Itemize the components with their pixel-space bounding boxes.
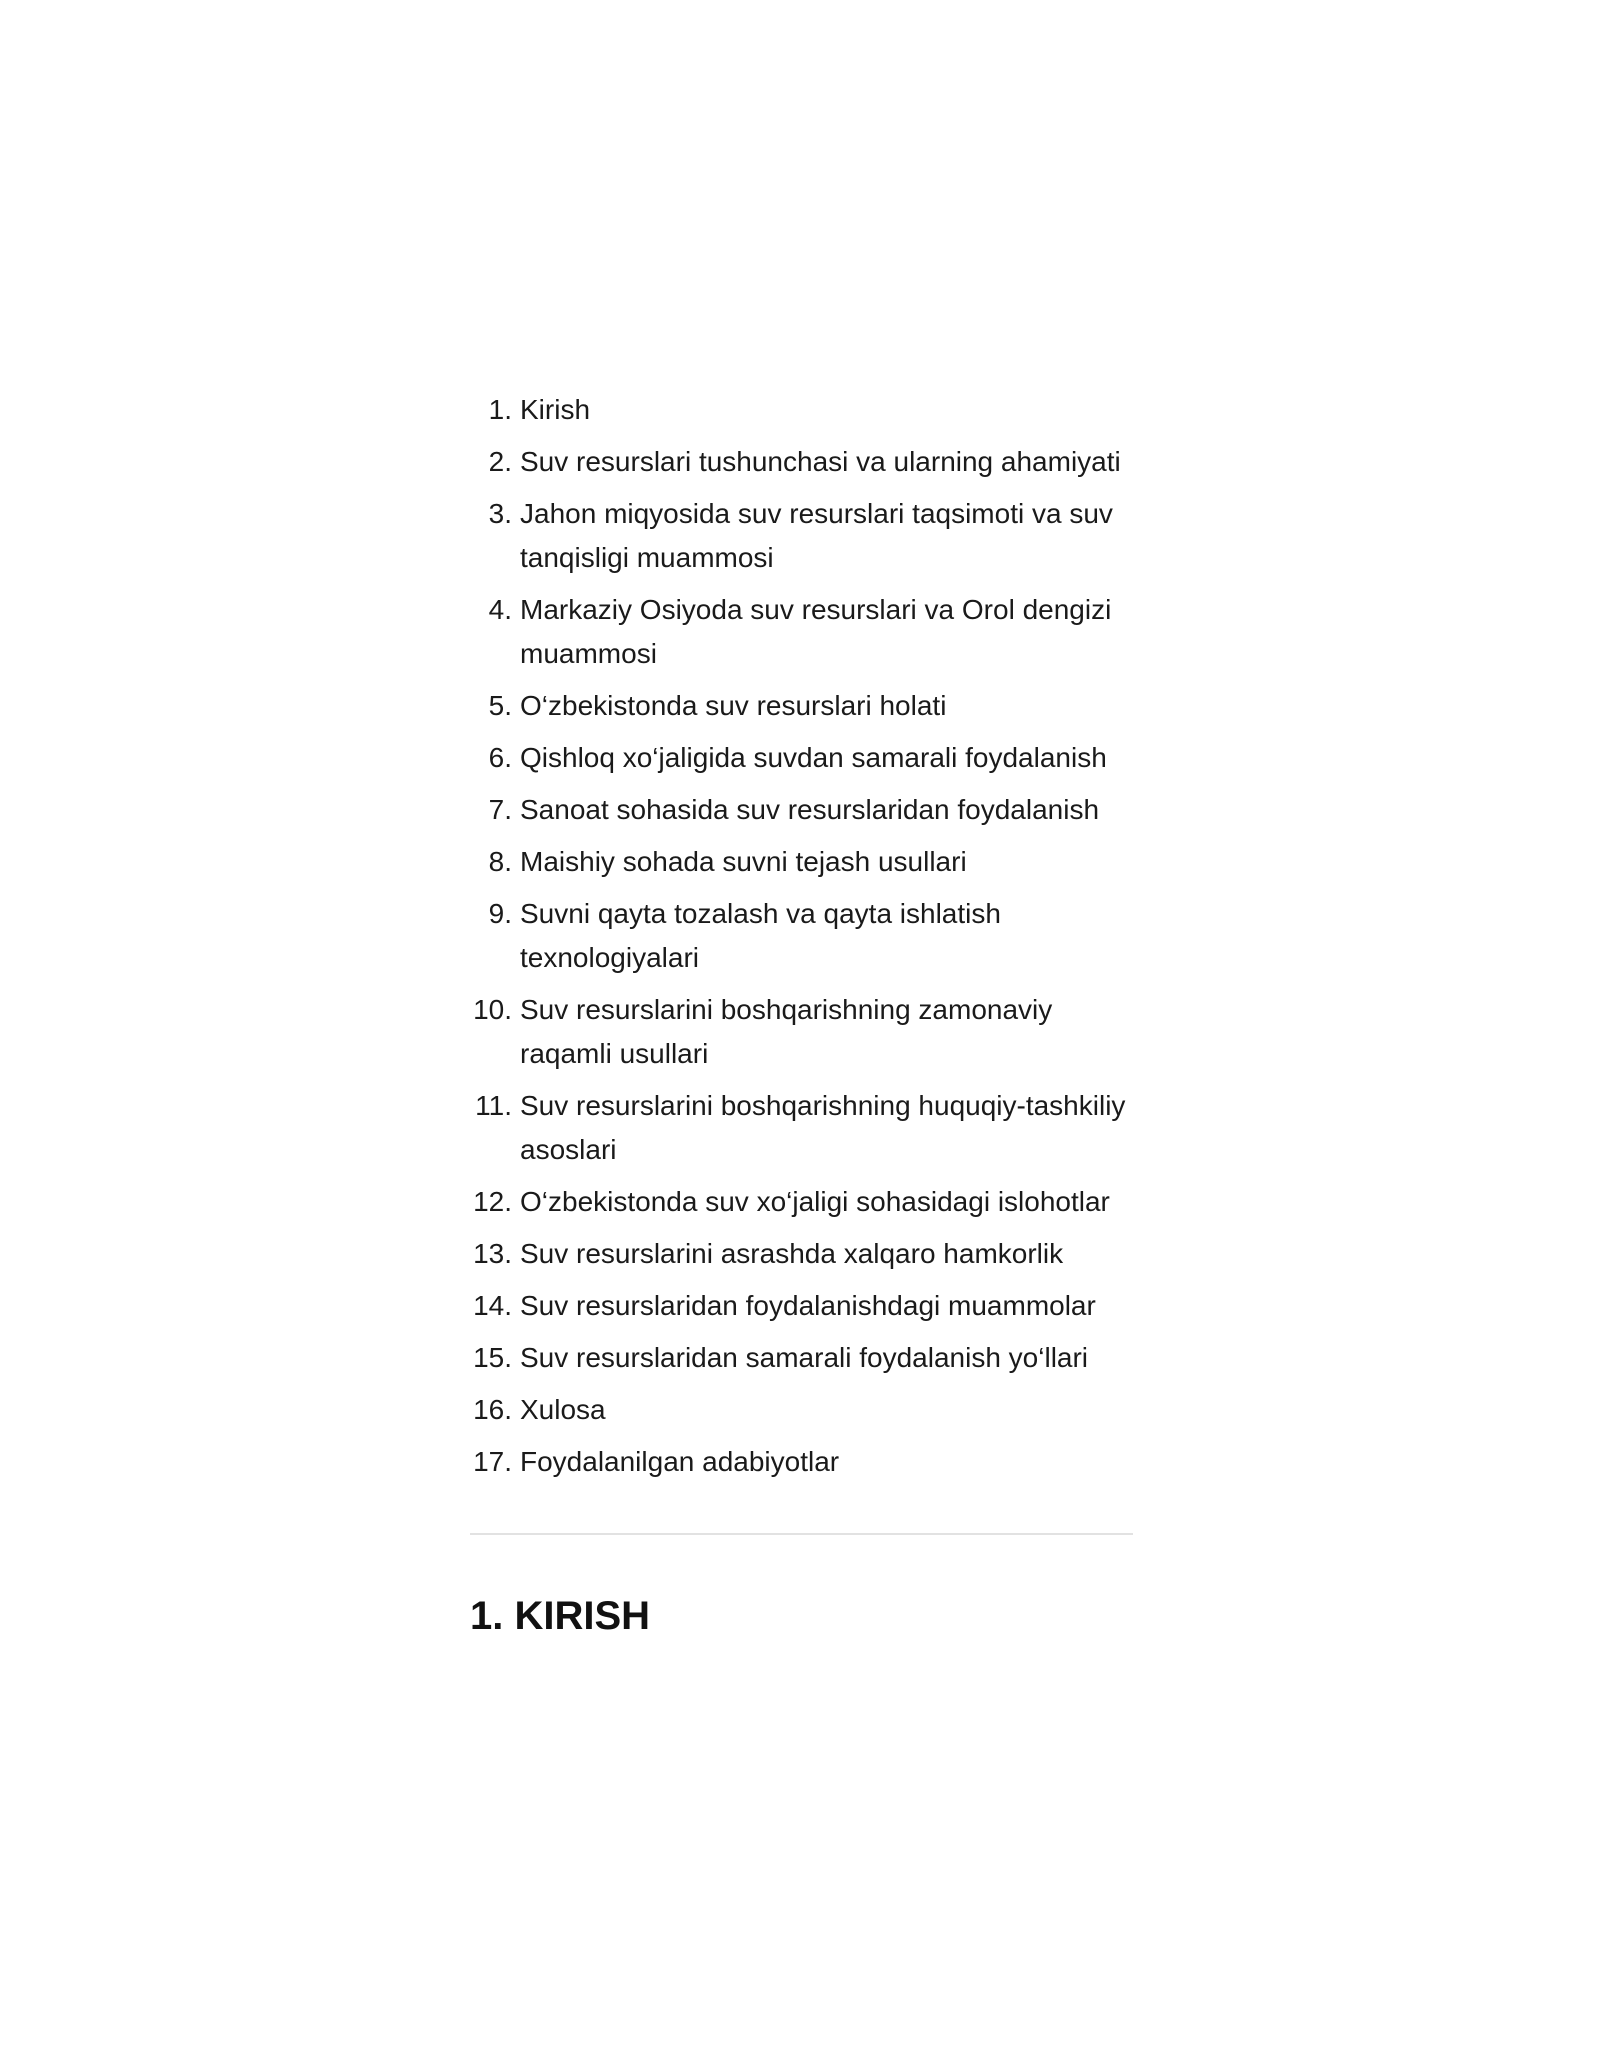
toc-item <box>468 1232 1148 1276</box>
toc-item-text: Kirish <box>520 394 591 425</box>
toc-item <box>468 440 1148 484</box>
toc-item <box>468 1336 1148 1380</box>
toc-item-text: Xulosa <box>520 1394 606 1425</box>
toc-item-text: Foydalanilgan adabiyotlar <box>520 1446 840 1477</box>
toc-item-number: 11. <box>475 1090 512 1121</box>
toc-item-text: Suv resurslarini boshqarishning huquqiy-tashkiliy asoslari <box>520 1090 1126 1165</box>
toc-item-number: 16. <box>473 1394 512 1425</box>
toc-item-number: 4. <box>488 594 512 625</box>
toc-item <box>468 684 1148 728</box>
toc-item <box>468 892 1148 980</box>
toc-item-text: Jahon miqyosida suv resurslari taqsimoti va suv tanqisligi muammosi <box>520 498 1113 573</box>
toc-item-text: O‘zbekistonda suv xo‘jaligi sohasidagi islohotlar <box>520 1186 1110 1217</box>
toc-item-text: Suv resurslari tushunchasi va ularning ahamiyati <box>520 446 1121 477</box>
toc-item-number: 9. <box>488 898 512 929</box>
toc-item-number: 2. <box>488 446 512 477</box>
toc-item-text: Suvni qayta tozalash va qayta ishlatish texnologiyalari <box>520 898 1001 973</box>
section-heading: 1. KIRISH <box>470 1594 651 1638</box>
toc-item <box>468 1440 1148 1484</box>
toc-item-number: 13. <box>473 1238 512 1269</box>
toc-item-number: 10. <box>473 994 512 1025</box>
toc-item-text: Suv resurslaridan foydalanishdagi muammolar <box>520 1290 1096 1321</box>
toc-item <box>468 1388 1148 1432</box>
toc-item-number: 6. <box>488 742 512 773</box>
toc-item-text: Sanoat sohasida suv resurslaridan foydalanish <box>520 794 1100 825</box>
toc-item <box>468 492 1148 580</box>
toc-item <box>468 588 1148 676</box>
section-divider <box>470 1533 1133 1535</box>
toc-item <box>468 840 1148 884</box>
toc-item-text: Maishiy sohada suvni tejash usullari <box>520 846 967 877</box>
toc-item <box>468 988 1148 1076</box>
toc-item-text: O‘zbekistonda suv resurslari holati <box>520 690 947 721</box>
toc-item-number: 17. <box>473 1446 512 1477</box>
toc-item-number: 3. <box>488 498 512 529</box>
toc-item-text: Qishloq xo‘jaligida suvdan samarali foydalanish <box>520 742 1107 773</box>
table-of-contents <box>468 388 1148 1492</box>
toc-item-text: Suv resurslarini boshqarishning zamonaviy raqamli usullari <box>520 994 1053 1069</box>
toc-item-text: Suv resurslaridan samarali foydalanish yo‘llari <box>520 1342 1089 1373</box>
toc-item-text: Markaziy Osiyoda suv resurslari va Orol dengizi muammosi <box>520 594 1112 669</box>
toc-item-number: 7. <box>488 794 512 825</box>
toc-item <box>468 388 1148 432</box>
toc-item-number: 15. <box>473 1342 512 1373</box>
toc-item <box>468 1180 1148 1224</box>
toc-item-number: 1. <box>488 394 512 425</box>
toc-item-number: 12. <box>473 1186 512 1217</box>
toc-item-number: 14. <box>473 1290 512 1321</box>
toc-item-number: 8. <box>488 846 512 877</box>
toc-item <box>468 1284 1148 1328</box>
toc-item <box>468 788 1148 832</box>
toc-item-text: Suv resurslarini asrashda xalqaro hamkorlik <box>520 1238 1064 1269</box>
toc-item <box>468 1084 1148 1172</box>
toc-item-number: 5. <box>488 690 512 721</box>
toc-item <box>468 736 1148 780</box>
